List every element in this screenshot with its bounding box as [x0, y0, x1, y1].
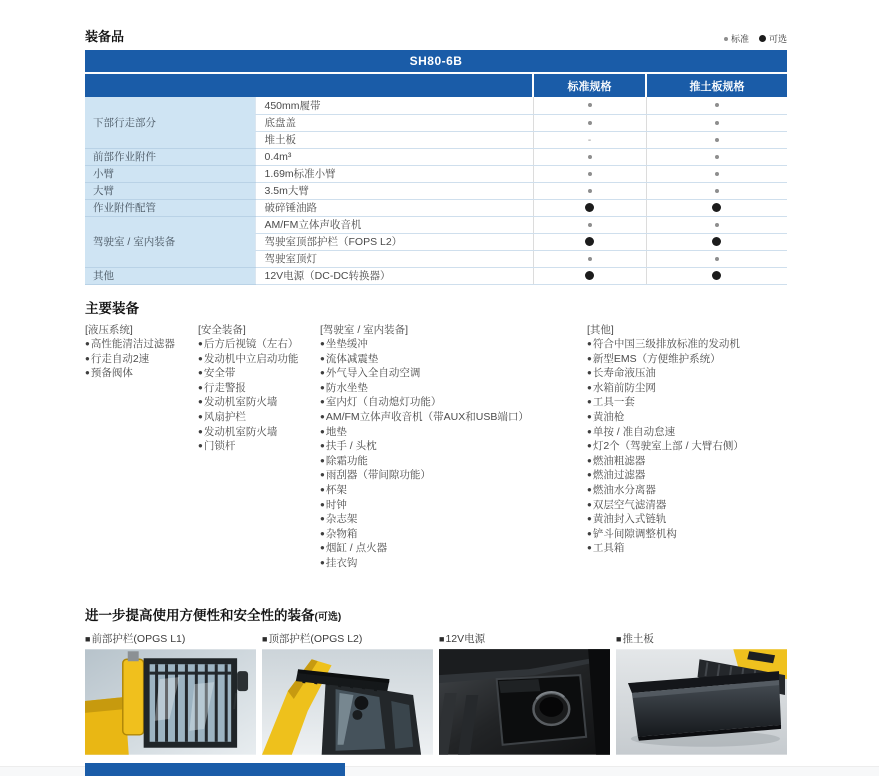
- bullet-dot-icon: ●: [198, 441, 203, 451]
- equipment-item: [587, 512, 787, 527]
- item-name-cell: 0.4m³: [255, 148, 533, 165]
- spec-row: [85, 199, 787, 216]
- card-dozer-blade: [616, 631, 787, 755]
- equipment-item-label: 发动机室防火墙: [203, 396, 278, 409]
- standard-marker: [588, 223, 592, 227]
- standard-marker: [715, 138, 719, 142]
- bullet-dot-icon: ●: [587, 514, 592, 524]
- equipment-item: [198, 381, 320, 396]
- equipment-item: [587, 527, 787, 542]
- bullet-dot-icon: ●: [587, 485, 592, 495]
- next-section-header-bar: [85, 763, 345, 776]
- standard-spec-cell: [533, 182, 646, 199]
- equipment-item-label: 灯2个（驾驶室上部 / 大臂右侧）: [592, 440, 744, 453]
- bullet-dot-icon: ●: [587, 543, 592, 553]
- optional-marker: [585, 203, 594, 212]
- item-name-cell: 1.69m标准小臂: [255, 165, 533, 182]
- equipment-item: [85, 366, 198, 381]
- equipment-item: [320, 498, 587, 513]
- equipment-item: [320, 439, 587, 454]
- equipment-column-header: [驾驶室 / 室内装备]: [320, 323, 409, 336]
- equipment-item-label: 地垫: [325, 425, 347, 438]
- standard-spec-cell: [533, 114, 646, 131]
- spec-row: [85, 165, 787, 182]
- equipment-item-label: 高性能清洁过滤器: [90, 338, 175, 351]
- equipment-item-label: 杂物箱: [325, 527, 358, 540]
- spec-row: [85, 216, 787, 233]
- equipment-item: [320, 454, 587, 469]
- bullet-dot-icon: ●: [320, 470, 325, 480]
- equipment-item-label: 雨刮器（带间隙功能）: [325, 469, 431, 482]
- bullet-dot-icon: ●: [320, 339, 325, 349]
- bullet-dot-icon: ●: [320, 543, 325, 553]
- equipment-item: [587, 381, 787, 396]
- equipment-item-label: 黄油封入式链轨: [592, 513, 667, 526]
- equipment-item-label: 安全带: [203, 367, 236, 380]
- bullet-dot-icon: ●: [198, 382, 203, 392]
- power-socket-image: [439, 649, 610, 755]
- bullet-dot-icon: ●: [320, 382, 325, 392]
- bullet-dot-icon: ●: [320, 528, 325, 538]
- category-cell: 下部行走部分: [85, 97, 255, 148]
- bullet-dot-icon: ●: [587, 339, 592, 349]
- equipment-list: [320, 337, 587, 571]
- header-row: [85, 26, 787, 45]
- square-bullet-icon: ■: [262, 633, 268, 644]
- bullet-dot-icon: ●: [320, 353, 325, 363]
- bullet-dot-icon: ●: [320, 485, 325, 495]
- bullet-dot-icon: ●: [587, 499, 592, 509]
- equipment-item: [85, 352, 198, 367]
- equipment-item-label: 燃油过滤器: [592, 469, 646, 482]
- equipment-column-header: [安全装备]: [198, 323, 246, 336]
- bullet-dot-icon: ●: [320, 368, 325, 378]
- equipment-item-label: 外气导入全自动空调: [325, 367, 421, 380]
- optional-marker: [712, 237, 721, 246]
- equipment-item: [587, 454, 787, 469]
- equipment-item: [198, 352, 320, 367]
- equipment-item-label: 工具一套: [592, 396, 635, 409]
- equipment-item-label: 发动机室防火墙: [203, 425, 278, 438]
- equipment-item: [320, 468, 587, 483]
- equipment-item: [587, 366, 787, 381]
- equipment-item: [587, 468, 787, 483]
- card-label: [616, 631, 787, 646]
- bullet-dot-icon: ●: [320, 455, 325, 465]
- item-name-cell: 450mm履带: [255, 97, 533, 114]
- equipment-item-label: 除霜功能: [325, 454, 368, 467]
- spec-table-body: [85, 97, 787, 284]
- bullet-dot-icon: ●: [320, 499, 325, 509]
- optional-marker: [712, 271, 721, 280]
- bullet-dot-icon: ●: [587, 455, 592, 465]
- standard-marker: [715, 155, 719, 159]
- card-top-guard: [262, 631, 433, 755]
- equipment-item-label: 扶手 / 头枕: [325, 440, 377, 453]
- equipment-item-label: 工具箱: [592, 542, 625, 555]
- bullet-dot-icon: ●: [587, 528, 592, 538]
- item-name-cell: 驾驶室顶灯: [255, 250, 533, 267]
- bullet-dot-icon: ●: [85, 339, 90, 349]
- dozer-blade-image: [616, 649, 787, 755]
- dozer-spec-cell: [646, 199, 787, 216]
- category-cell: 驾驶室 / 室内装备: [85, 216, 255, 267]
- bullet-dot-icon: ●: [320, 441, 325, 451]
- equipment-item: [198, 410, 320, 425]
- category-cell: 大臂: [85, 182, 255, 199]
- standard-spec-cell: [533, 148, 646, 165]
- equipment-item: [198, 366, 320, 381]
- equipment-item: [587, 410, 787, 425]
- equipment-item: [587, 439, 787, 454]
- equipment-item-label: 铲斗间隙调整机构: [592, 527, 677, 540]
- bullet-dot-icon: ●: [587, 470, 592, 480]
- equipment-item-label: 坐垫缓冲: [325, 338, 368, 351]
- equipment-list: [85, 337, 198, 381]
- bullet-dot-icon: ●: [198, 412, 203, 422]
- equipment-item-label: 时钟: [325, 498, 347, 511]
- equipment-columns: [85, 324, 787, 571]
- bullet-dot-icon: ●: [198, 397, 203, 407]
- standard-marker: [588, 121, 592, 125]
- bullet-dot-icon: ●: [587, 412, 592, 422]
- category-cell: 作业附件配管: [85, 199, 255, 216]
- square-bullet-icon: ■: [85, 633, 91, 644]
- dozer-spec-cell: [646, 182, 787, 199]
- column-header-dozer: 推土板规格: [646, 73, 787, 97]
- optional-equipment-section: [85, 604, 787, 755]
- equipment-item: [320, 483, 587, 498]
- optional-marker: [585, 237, 594, 246]
- card-label-text: 推土板: [622, 632, 654, 645]
- equipment-list: [198, 337, 320, 454]
- standard-spec-cell: [533, 233, 646, 250]
- column-header-standard: 标准规格: [533, 73, 646, 97]
- equipment-column-header: [液压系统]: [85, 323, 133, 336]
- spec-table: [85, 50, 787, 285]
- bullet-dot-icon: ●: [320, 426, 325, 436]
- equipment-item-label: 黄油枪: [592, 411, 625, 424]
- equipment-item: [587, 498, 787, 513]
- standard-marker: [588, 257, 592, 261]
- optional-marker: [585, 271, 594, 280]
- item-name-cell: 驾驶室顶部护栏（FOPS L2）: [255, 233, 533, 250]
- equipment-item-label: 长寿命液压油: [592, 367, 656, 380]
- equipment-item-label: 烟缸 / 点火器: [325, 542, 388, 555]
- equipment-column-hydraulic: [85, 324, 198, 571]
- page-content: [85, 26, 787, 755]
- equipment-item-label: 风扇护栏: [203, 411, 246, 424]
- equipment-item-label: 发动机中立启动功能: [203, 352, 299, 365]
- dozer-spec-cell: [646, 165, 787, 182]
- dozer-spec-cell: [646, 216, 787, 233]
- optional-title-text: 进一步提高使用方便性和安全性的装备: [85, 607, 315, 623]
- equipment-item-label: 水箱前防尘网: [592, 381, 656, 394]
- equipment-item-label: 门锁杆: [203, 440, 236, 453]
- equipment-item: [320, 410, 587, 425]
- optional-cards: [85, 631, 787, 755]
- equipment-column-safety: [198, 324, 320, 571]
- optional-equipment-title: [85, 604, 787, 624]
- card-label-text: 12V电源: [445, 632, 486, 645]
- equipment-item: [320, 425, 587, 440]
- square-bullet-icon: ■: [616, 633, 622, 644]
- spec-row: [85, 97, 787, 114]
- dozer-spec-cell: [646, 97, 787, 114]
- bullet-dot-icon: ●: [198, 353, 203, 363]
- item-name-cell: 12V电源（DC-DC转换器）: [255, 267, 533, 284]
- optional-marker: [712, 203, 721, 212]
- equipment-item: [320, 541, 587, 556]
- bullet-dot-icon: ●: [198, 368, 203, 378]
- equipment-item-label: 行走警报: [203, 381, 246, 394]
- top-guard-image: [262, 649, 433, 755]
- standard-spec-cell: [533, 165, 646, 182]
- standard-marker: [715, 223, 719, 227]
- equipment-item-label: 新型EMS（方便维护系统）: [592, 352, 721, 365]
- equipment-item-label: 杯架: [325, 484, 347, 497]
- standard-spec-cell: [533, 97, 646, 114]
- bullet-dot-icon: ●: [587, 353, 592, 363]
- page-title: 装备品: [85, 29, 125, 44]
- equipment-item: [587, 337, 787, 352]
- spec-row: [85, 267, 787, 284]
- equipment-item: [320, 352, 587, 367]
- standard-spec-cell: [533, 216, 646, 233]
- equipment-item-label: 双层空气滤清器: [592, 498, 667, 511]
- equipment-item: [85, 337, 198, 352]
- equipment-item: [320, 395, 587, 410]
- equipment-item-label: 挂衣钩: [325, 557, 358, 569]
- dozer-spec-cell: [646, 233, 787, 250]
- bullet-dot-icon: ●: [587, 368, 592, 378]
- equipment-item: [587, 425, 787, 440]
- dozer-spec-cell: [646, 114, 787, 131]
- category-cell: 其他: [85, 267, 255, 284]
- category-cell: 小臂: [85, 165, 255, 182]
- equipment-item: [587, 541, 787, 556]
- equipment-column-cab: [320, 324, 587, 571]
- equipment-item-label: 单按 / 准自动怠速: [592, 425, 676, 438]
- standard-marker: [588, 155, 592, 159]
- equipment-item-label: 符合中国三级排放标准的发动机: [592, 338, 740, 351]
- empty-header-cell: [85, 73, 533, 97]
- equipment-item: [198, 337, 320, 352]
- bullet-dot-icon: ●: [587, 441, 592, 451]
- equipment-item-label: 防水坐垫: [325, 381, 368, 394]
- equipment-item: [320, 366, 587, 381]
- equipment-item: [198, 425, 320, 440]
- equipment-item: [320, 512, 587, 527]
- equipment-item-label: 燃油粗滤器: [592, 454, 646, 467]
- standard-marker: [715, 257, 719, 261]
- none-marker: -: [587, 134, 592, 146]
- standard-spec-cell: [533, 131, 646, 148]
- bullet-dot-icon: ●: [587, 426, 592, 436]
- equipment-item: [198, 395, 320, 410]
- legend-standard-label: 标准: [730, 34, 749, 44]
- standard-spec-cell: [533, 250, 646, 267]
- square-bullet-icon: ■: [439, 633, 445, 644]
- equipment-item-label: 预备阀体: [90, 367, 133, 380]
- card-front-guard: [85, 631, 256, 755]
- standard-marker: [715, 172, 719, 176]
- category-cell: 前部作业附件: [85, 148, 255, 165]
- bullet-dot-icon: ●: [198, 339, 203, 349]
- equipment-item: [587, 483, 787, 498]
- item-name-cell: 3.5m大臂: [255, 182, 533, 199]
- main-equipment-title: 主要装备: [85, 300, 139, 316]
- equipment-item: [320, 381, 587, 396]
- equipment-column-other: [587, 324, 787, 571]
- legend-optional-label: 可选: [768, 34, 787, 44]
- main-equipment-section: [85, 297, 787, 571]
- equipment-item-label: 流体减震垫: [325, 352, 379, 365]
- standard-marker: [715, 103, 719, 107]
- bullet-dot-icon: ●: [320, 397, 325, 407]
- standard-spec-cell: [533, 199, 646, 216]
- bullet-dot-icon: ●: [85, 368, 90, 378]
- item-name-cell: 堆土板: [255, 131, 533, 148]
- spec-row: [85, 182, 787, 199]
- bullet-dot-icon: ●: [320, 514, 325, 524]
- equipment-column-header: [其他]: [587, 323, 614, 336]
- standard-marker: [715, 189, 719, 193]
- front-guard-image: [85, 649, 256, 755]
- card-label: [85, 631, 256, 646]
- card-label-text: 前部护栏(OPGS L1): [91, 632, 186, 645]
- item-name-cell: AM/FM立体声收音机: [255, 216, 533, 233]
- standard-marker: [588, 103, 592, 107]
- bullet-dot-icon: ●: [320, 558, 325, 567]
- card-label: [439, 631, 610, 646]
- marker-legend: [724, 32, 787, 45]
- standard-spec-cell: [533, 267, 646, 284]
- equipment-item-label: 杂志架: [325, 513, 358, 526]
- equipment-item: [198, 439, 320, 454]
- card-label-text: 顶部护栏(OPGS L2): [268, 632, 363, 645]
- dozer-spec-cell: [646, 131, 787, 148]
- item-name-cell: 破碎锤油路: [255, 199, 533, 216]
- equipment-item: [320, 527, 587, 542]
- equipment-item: [320, 556, 587, 571]
- optional-title-suffix: (可选): [314, 611, 342, 623]
- equipment-item-label: AM/FM立体声收音机（带AUX和USB端口）: [325, 411, 529, 424]
- equipment-item: [587, 395, 787, 410]
- standard-marker: [588, 189, 592, 193]
- equipment-item: [587, 352, 787, 367]
- equipment-item-label: 后方后视镜（左右）: [203, 338, 299, 351]
- card-12v-power: [439, 631, 610, 755]
- dozer-spec-cell: [646, 267, 787, 284]
- bullet-dot-icon: ●: [587, 397, 592, 407]
- bullet-dot-icon: ●: [587, 382, 592, 392]
- standard-marker-icon: [724, 37, 728, 41]
- item-name-cell: 底盘盖: [255, 114, 533, 131]
- bullet-dot-icon: ●: [85, 353, 90, 363]
- card-label: [262, 631, 433, 646]
- standard-marker: [715, 121, 719, 125]
- bullet-dot-icon: ●: [198, 426, 203, 436]
- optional-marker-icon: [759, 35, 766, 42]
- dozer-spec-cell: [646, 148, 787, 165]
- equipment-item-label: 室内灯（自动熄灯功能）: [325, 396, 442, 409]
- equipment-item: [320, 337, 587, 352]
- spec-row: [85, 148, 787, 165]
- model-header: SH80-6B: [85, 50, 787, 73]
- equipment-list: [587, 337, 787, 556]
- equipment-item-label: 燃油水分离器: [592, 484, 656, 497]
- equipment-item-label: 行走自动2速: [90, 352, 150, 365]
- standard-marker: [588, 172, 592, 176]
- dozer-spec-cell: [646, 250, 787, 267]
- bullet-dot-icon: ●: [320, 412, 325, 422]
